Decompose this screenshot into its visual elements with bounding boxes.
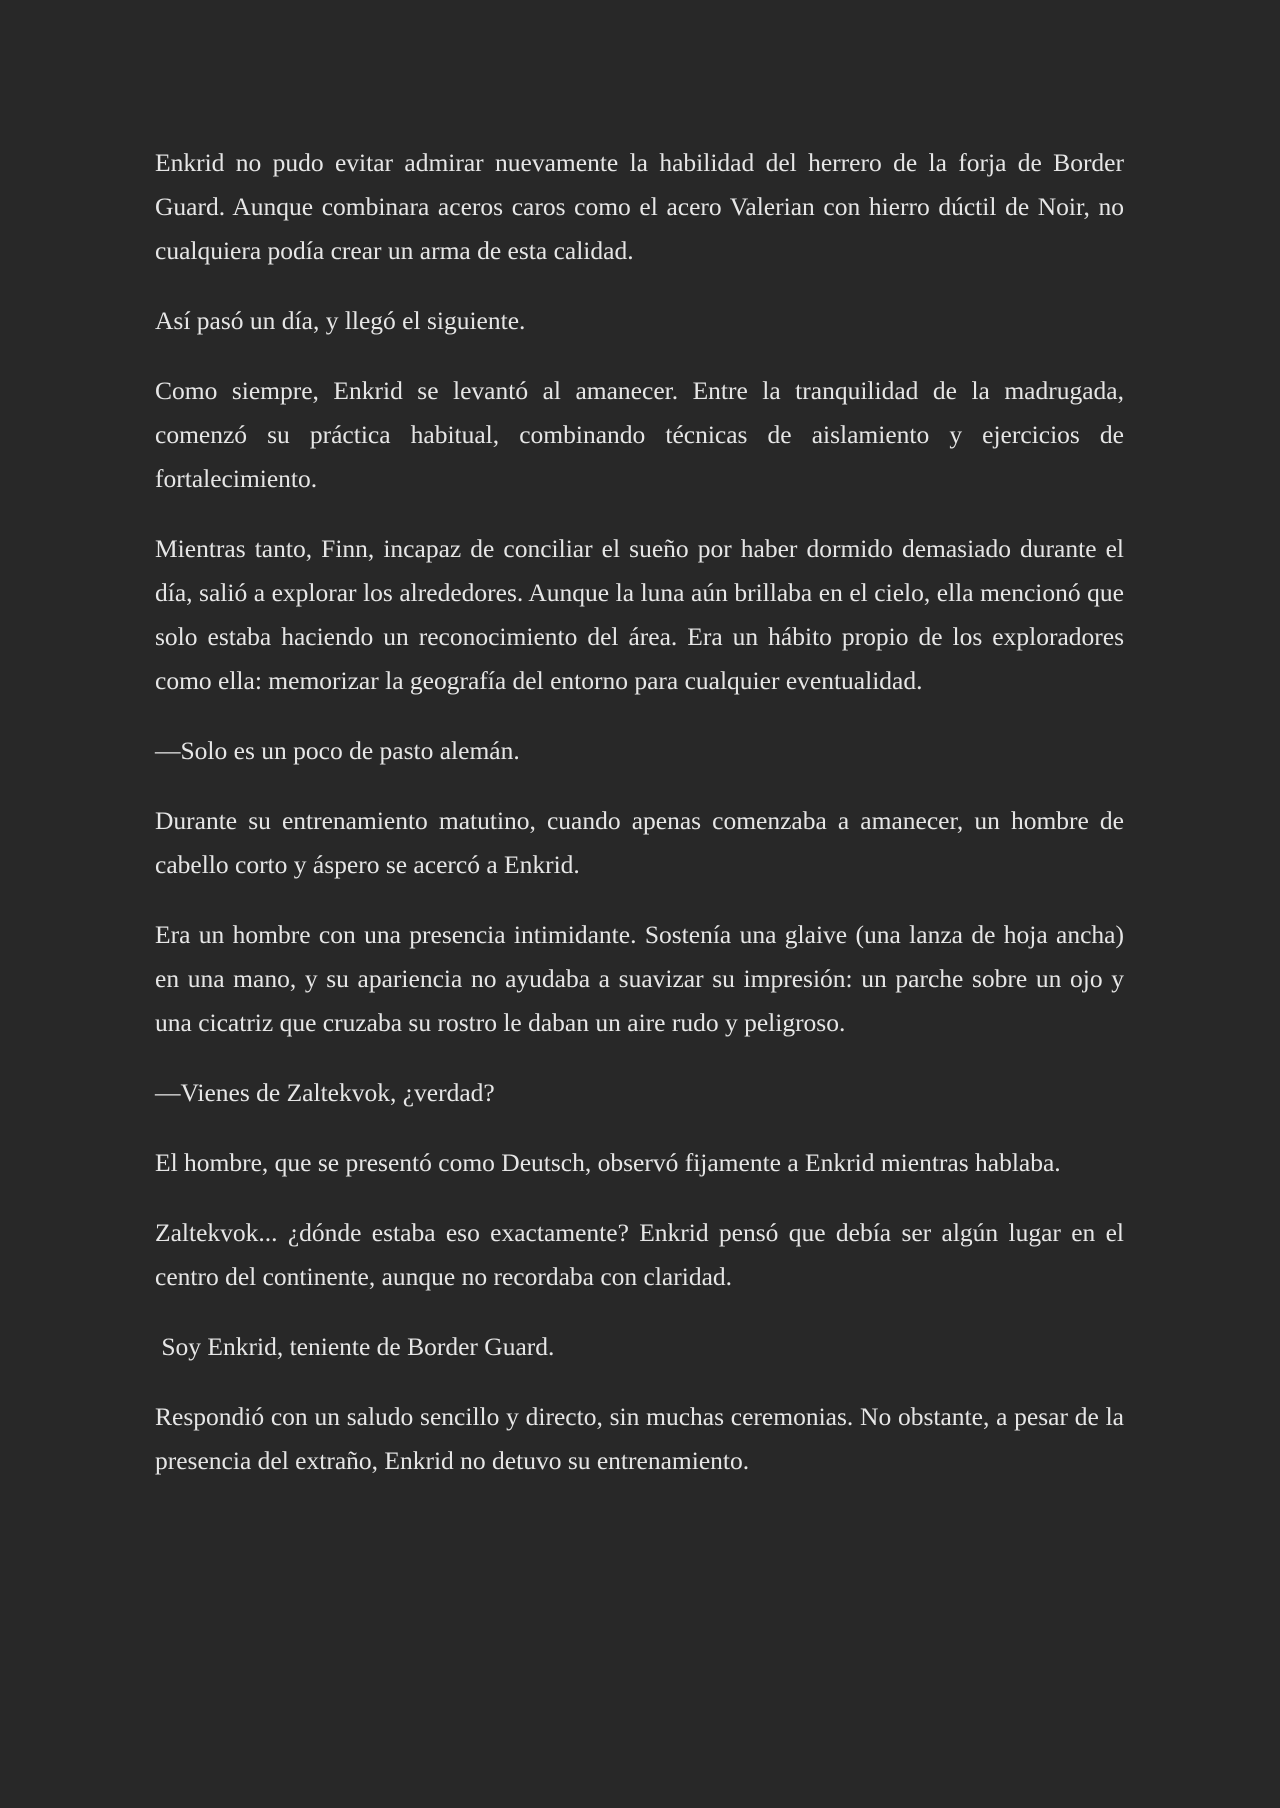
paragraph: Zaltekvok... ¿dónde estaba eso exactamente? Enkrid pensó que debía ser algún lugar en el centro del continente, aunque no recordaba con claridad.: [155, 1218, 1131, 1291]
dialogue-line: Soy Enkrid, teniente de Border Guard.: [155, 1332, 555, 1361]
paragraph: El hombre, que se presentó como Deutsch, observó fijamente a Enkrid mientras hablaba.: [155, 1148, 1061, 1177]
paragraph: Así pasó un día, y llegó el siguiente.: [155, 306, 526, 335]
paragraph: Como siempre, Enkrid se levantó al amanecer. Entre la tranquilidad de la madrugada, comenzó su práctica habitual, combinando técnicas de aislamiento y ejercicios de fortalecimiento.: [155, 376, 1131, 493]
paragraph: Enkrid no pudo evitar admirar nuevamente la habilidad del herrero de la forja de Border Guard. Aunque combinara aceros caros como el acero Valerian con hierro dúctil de Noir, no cualquiera podía crear un arma de esta calidad.: [155, 148, 1131, 265]
dialogue-line: —Solo es un poco de pasto alemán.: [155, 736, 520, 765]
paragraph: Mientras tanto, Finn, incapaz de conciliar el sueño por haber dormido demasiado durante el día, salió a explorar los alrededores. Aunque la luna aún brillaba en el cielo, ella mencionó que solo estaba haciendo un reconocimiento del área. Era un hábito propio de los exploradores como ella: memorizar la geografía del entorno para cualquier eventualidad.: [155, 534, 1131, 695]
paragraph: Era un hombre con una presencia intimidante. Sostenía una glaive (una lanza de hoja ancha) en una mano, y su apariencia no ayudaba a suavizar su impresión: un parche sobre un ojo y una cicatriz que cruzaba su rostro le daban un aire rudo y peligroso.: [155, 920, 1131, 1037]
paragraph: Respondió con un saludo sencillo y directo, sin muchas ceremonias. No obstante, a pesar de la presencia del extraño, Enkrid no detuvo su entrenamiento.: [155, 1402, 1131, 1475]
dialogue-line: —Vienes de Zaltekvok, ¿verdad?: [155, 1078, 495, 1107]
paragraph: Durante su entrenamiento matutino, cuando apenas comenzaba a amanecer, un hombre de cabello corto y áspero se acercó a Enkrid.: [155, 806, 1131, 879]
